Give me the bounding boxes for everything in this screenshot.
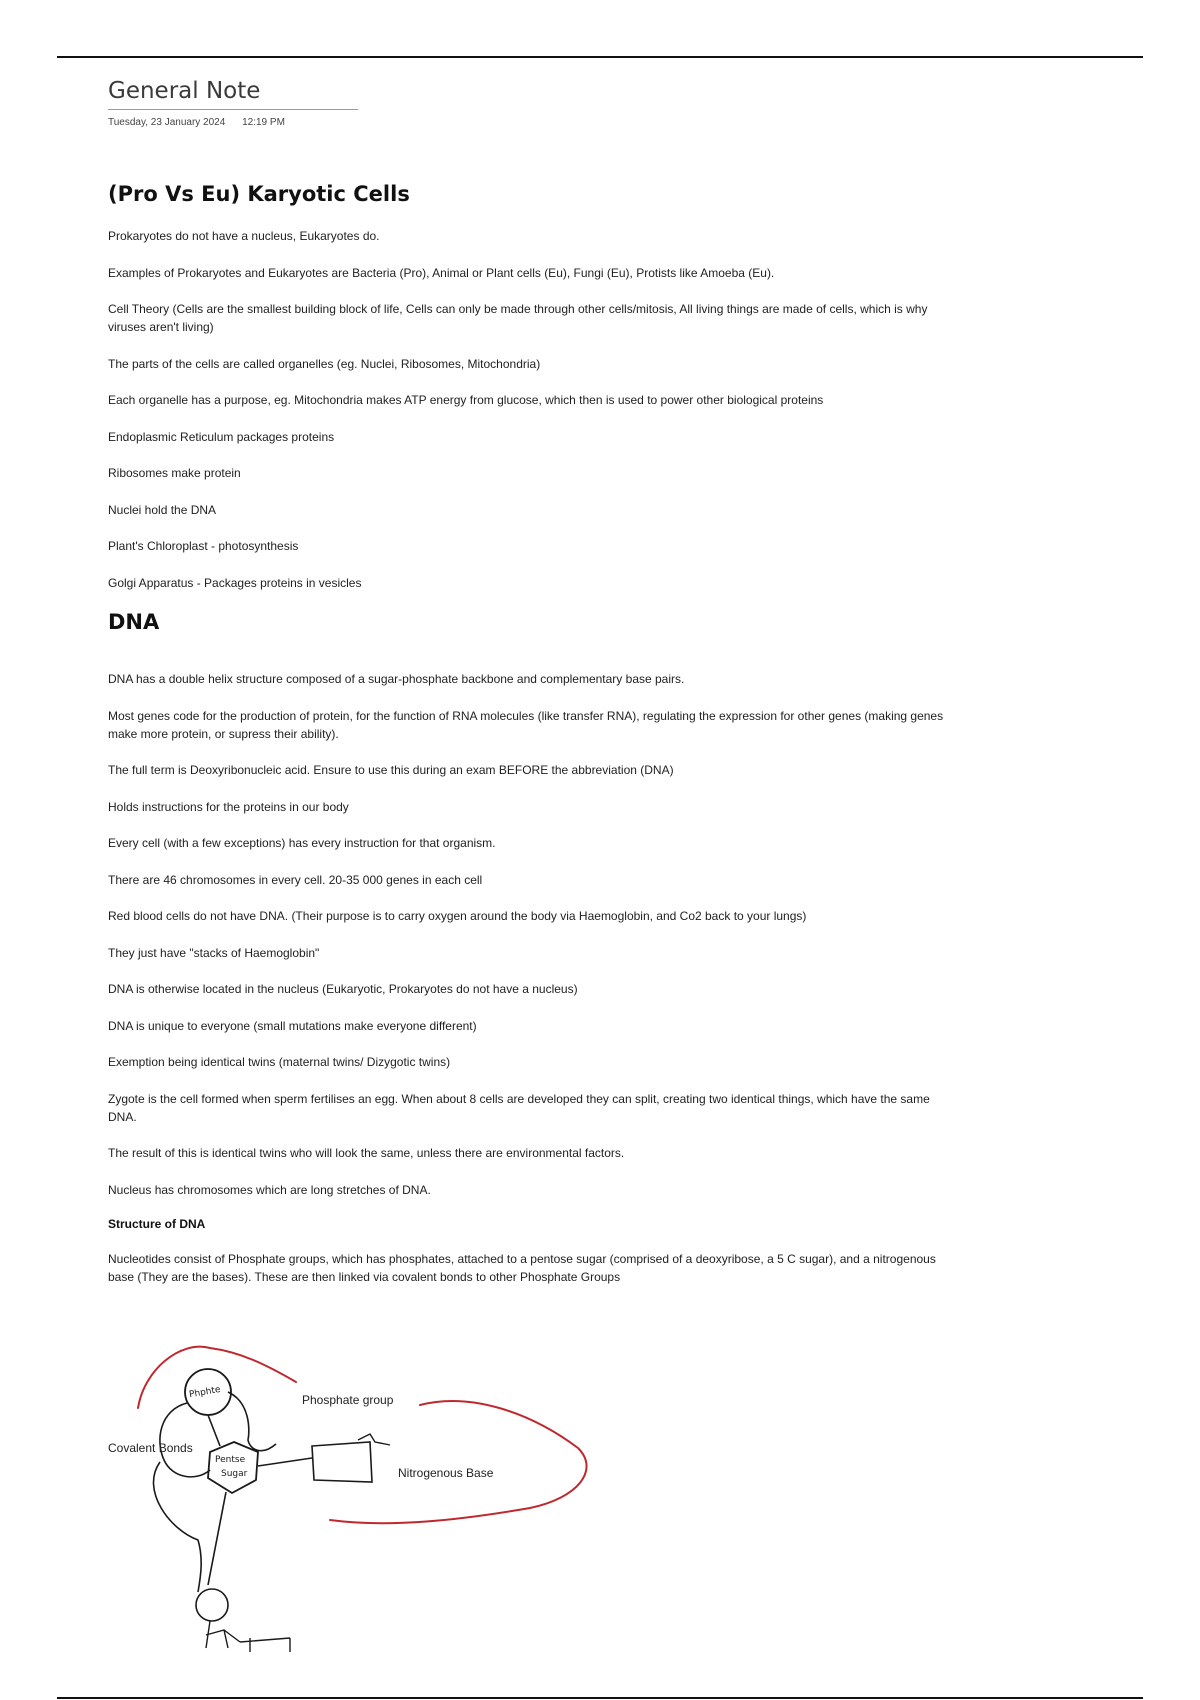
paragraph: Prokaryotes do not have a nucleus, Eukaryotes do. <box>108 229 380 243</box>
red-arc-top <box>138 1347 296 1408</box>
paragraph: There are 46 chromosomes in every cell. 20-35 000 genes in each cell <box>108 872 483 887</box>
cells-paragraphs <box>108 227 948 610</box>
lower-phosphate-circle <box>196 1589 228 1621</box>
paragraph: Nuclei hold the DNA <box>108 502 217 517</box>
paragraph: Every cell (with a few exceptions) has every instruction for that organism. <box>108 836 496 850</box>
bottom-rule <box>57 1697 1143 1699</box>
lower-base <box>240 1638 290 1652</box>
dna-paragraphs <box>108 670 948 1305</box>
paragraph: The result of this is identical twins who will look the same, unless there are environmental factors. <box>108 1146 625 1160</box>
nitrogenous-base-label: Nitrogenous Base <box>398 1466 494 1480</box>
bond-phosphate-sugar <box>208 1415 220 1446</box>
base-rectangle <box>312 1442 372 1482</box>
dna-heading: DNA <box>108 610 160 634</box>
phosphate-circle-text: Phphte <box>188 1384 222 1401</box>
top-rule <box>57 56 1143 58</box>
paragraph: Holds instructions for the proteins in our body <box>108 799 349 814</box>
paragraph: Plant's Chloroplast - photosynthesis <box>108 539 299 553</box>
paragraph: Ribosomes make protein <box>108 466 241 480</box>
paragraph: Zygote is the cell formed when sperm fertilises an egg. When about 8 cells are developed they can split, creating two identical things, which have the same DNA. <box>108 1091 930 1124</box>
paragraph: DNA is otherwise located in the nucleus (Eukaryotic, Prokaryotes do not have a nucleus) <box>108 982 578 996</box>
paragraph: DNA is unique to everyone (small mutations make everyone different) <box>108 1018 477 1033</box>
nucleotide-sketch <box>100 1330 600 1670</box>
cells-heading: (Pro Vs Eu) Karyotic Cells <box>108 182 410 206</box>
note-timestamp <box>108 117 948 131</box>
note-date: Tuesday, 23 January 2024 <box>108 117 226 128</box>
phosphate-group-label: Phosphate group <box>302 1393 394 1407</box>
lower-pentose <box>206 1621 240 1648</box>
paragraph: Most genes code for the production of protein, for the function of RNA molecules (like transfer RNA), regulating the expression for other genes (making genes make more protein, or supress their ability). <box>108 708 944 741</box>
paragraph: The full term is Deoxyribonucleic acid. Ensure to use this during an exam BEFORE the abbreviation (DNA) <box>108 763 674 777</box>
paragraph: Endoplasmic Reticulum packages proteins <box>108 429 335 444</box>
bond-down-curve <box>154 1462 202 1592</box>
structure-subheading: Structure of DNA <box>108 1217 206 1231</box>
covalent-bonds-label: Covalent Bonds <box>108 1441 193 1455</box>
red-loop-right <box>330 1401 587 1523</box>
pentose-text-1: Pentse <box>215 1455 246 1465</box>
paragraph: Golgi Apparatus - Packages proteins in vesicles <box>108 575 362 590</box>
paragraph: Examples of Prokaryotes and Eukaryotes are Bacteria (Pro), Animal or Plant cells (Eu), Fungi (Eu), Protists like Amoeba (Eu). <box>108 265 775 280</box>
pentose-text-2: Sugar <box>221 1469 248 1479</box>
paragraph: The parts of the cells are called organelles (eg. Nuclei, Ribosomes, Mitochondria) <box>108 356 541 371</box>
sketch-drawing <box>100 1330 600 1670</box>
note-time: 12:19 PM <box>242 117 285 128</box>
bond-sugar-down <box>208 1492 226 1585</box>
base-tab <box>358 1434 390 1445</box>
note-page <box>108 76 948 1284</box>
paragraph: Nucleus has chromosomes which are long stretches of DNA. <box>108 1182 431 1197</box>
note-title[interactable]: General Note <box>108 76 358 110</box>
bond-sugar-base <box>258 1458 312 1466</box>
paragraph: Exemption being identical twins (maternal twins/ Dizygotic twins) <box>108 1055 451 1069</box>
pentose-pentagon <box>208 1442 258 1493</box>
paragraph: They just have "stacks of Haemoglobin" <box>108 945 320 960</box>
structure-paragraph: Nucleotides consist of Phosphate groups, which has phosphates, attached to a pentose sugar (comprised of a deoxyribose, a 5 C sugar), and a nitrogenous base (They are the bases). These are then linked via covalent bonds to other Phosphate Groups <box>108 1252 936 1284</box>
paragraph: Red blood cells do not have DNA. (Their purpose is to carry oxygen around the body via Haemoglobin, and Co2 back to your lungs) <box>108 909 807 923</box>
paragraph: Cell Theory (Cells are the smallest building block of life, Cells can only be made through other cells/mitosis, All living things are made of cells, which is why viruses aren't living) <box>108 302 928 334</box>
paragraph: Each organelle has a purpose, eg. Mitochondria makes ATP energy from glucose, which then is used to power other biological proteins <box>108 393 824 407</box>
paragraph: DNA has a double helix structure composed of a sugar-phosphate backbone and complementary base pairs. <box>108 672 685 686</box>
